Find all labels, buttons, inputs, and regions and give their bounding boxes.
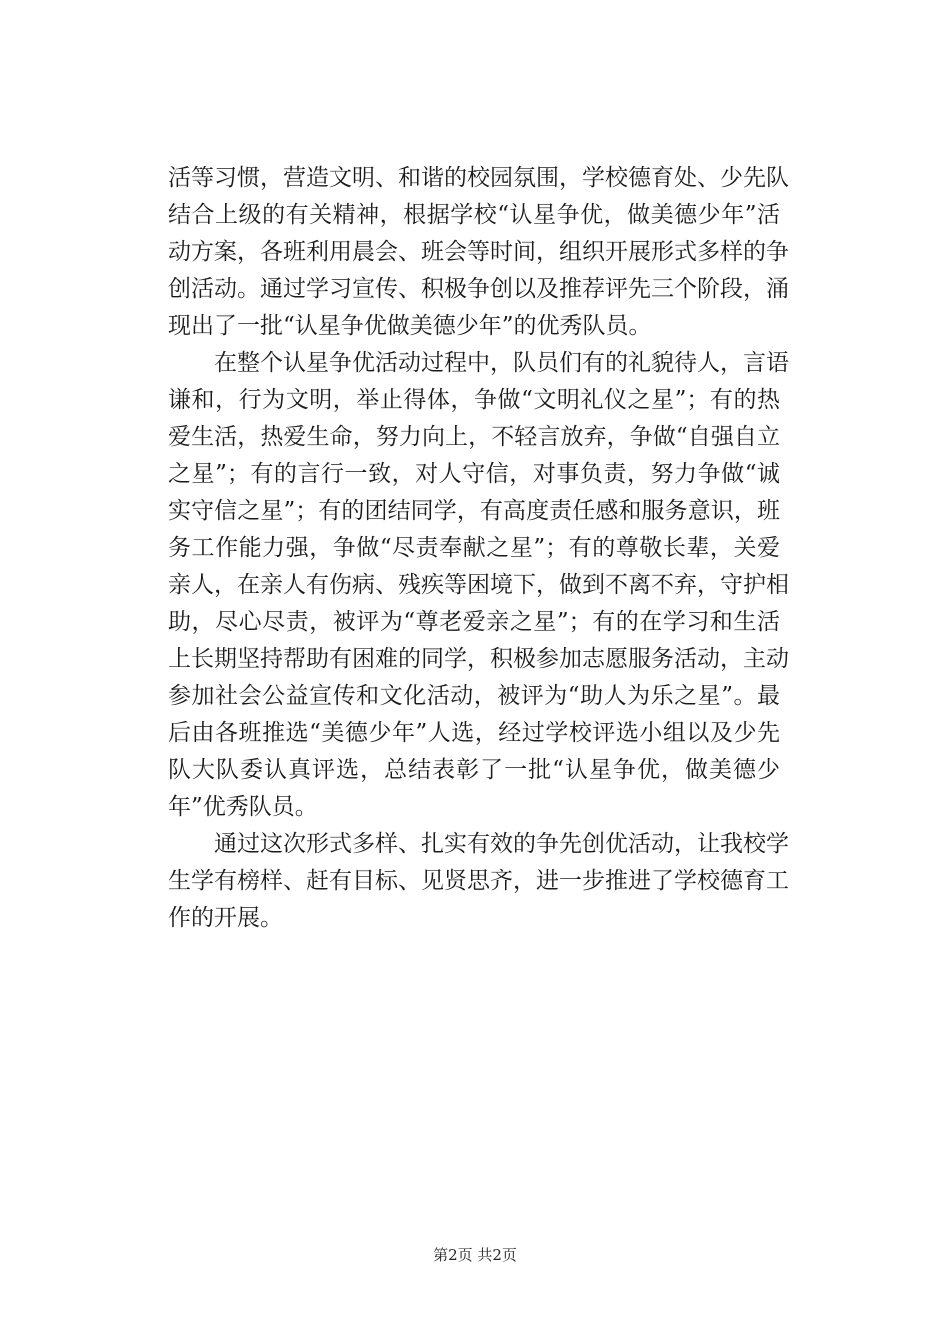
text-line: 参加社会公益宣传和文化活动，被评为“助人为乐之星”。最 [168,683,780,709]
text-line: 现出了一批“认星争优做美德少年”的优秀队员。 [168,313,652,339]
text-line: 活等习惯，营造文明、和谐的校园氛围，学校德育处、少先队 [168,165,789,191]
text-line: 队大队委认真评选，总结表彰了一批“认星争优，做美德少 [168,757,780,783]
document-body [168,160,789,937]
text-line: 后由各班推选“美德少年”人选，经过学校评选小组以及少先 [168,720,780,746]
text-line: 年”优秀队员。 [168,794,318,820]
text-line: 动方案，各班利用晨会、班会等时间，组织开展形式多样的争 [168,239,789,265]
text-line: 实守信之星”；有的团结同学，有高度责任感和服务意识，班 [168,498,780,524]
text-line: 在整个认星争优活动过程中，队员们有的礼貌待人，言语 [168,350,789,376]
text-line: 谦和，行为文明，举止得体，争做“文明礼仪之星”；有的热 [168,387,780,413]
page-footer [0,1245,950,1265]
text-line: 生学有榜样、赶有目标、见贤思齐，进一步推进了学校德育工 [168,868,789,894]
text-line: 之星”；有的言行一致，对人守信，对事负责，努力争做“诚 [168,461,780,487]
text-line: 结合上级的有关精神，根据学校“认星争优，做美德少年”活 [168,202,780,228]
text-line: 爱生活，热爱生命，努力向上，不轻言放弃，争做“自强自立 [168,424,780,450]
text-line: 助，尽心尽责，被评为“尊老爱亲之星”；有的在学习和生活 [168,609,780,635]
text-line: 创活动。通过学习宣传、积极争创以及推荐评先三个阶段，涌 [168,276,789,302]
text-line: 通过这次形式多样、扎实有效的争先创优活动，让我校学 [168,831,789,857]
text-line: 务工作能力强，争做“尽责奉献之星”；有的尊敬长辈，关爱 [168,535,780,561]
text-line: 亲人，在亲人有伤病、残疾等困境下，做到不离不弃，守护相 [168,572,789,598]
text-line: 作的开展。 [168,905,283,931]
text-line: 上长期坚持帮助有困难的同学，积极参加志愿服务活动，主动 [168,646,789,672]
page-number-label: 第2页 共2页 [433,1246,517,1264]
